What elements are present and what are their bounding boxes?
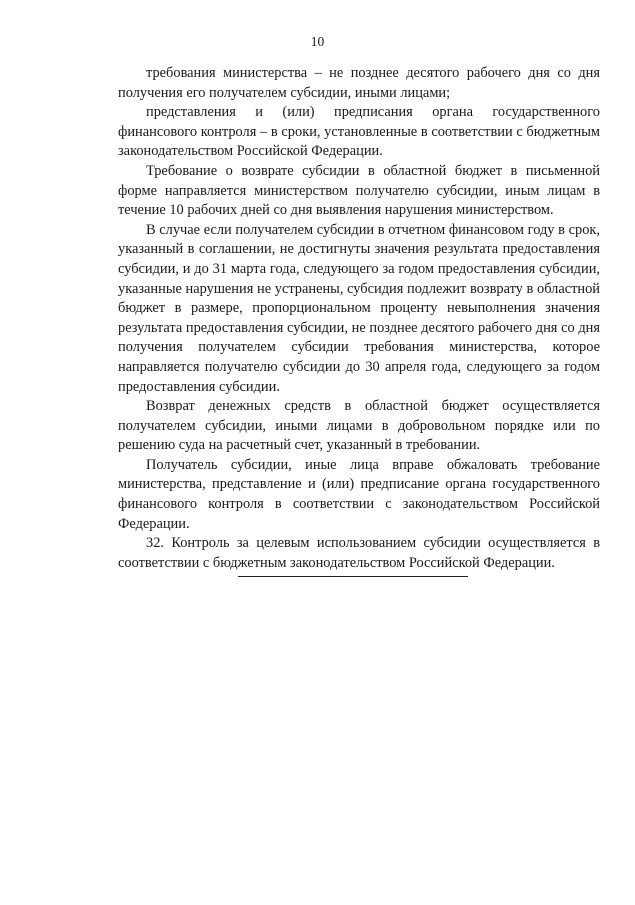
- page-number: 10: [310, 34, 325, 49]
- paragraph-result-shortfall: В случае если получателем субсидии в отчетном финансовом году в срок, указанный в соглашении, не достигнуты значения результата предоставления субсидии, и до 31 марта года, следующего за годом предоставления субсидии, указанные нарушения не устранены, субсидия подлежит возврату в областной бюджет в размере, пропорциональном проценту невыполнения значения результата предоставления субсидии, не позднее десятого рабочего дня со дня получения получателем субсидии требования министерства, которое направляется получателю субсидии до 30 апреля года, следующего за годом предоставления субсидии.: [118, 221, 600, 395]
- paragraph-refund-procedure: Возврат денежных средств в областной бюджет осуществляется получателем субсидии, иными лицами в добровольном порядке или по решению суда на расчетный счет, указанный в требовании.: [118, 398, 600, 454]
- document-body: [118, 64, 600, 573]
- paragraph-control-body-deadline: представления и (или) предписания органа государственного финансового контроля – в сроки, установленные в соответствии с бюджетным законодательством Российской Федерации.: [118, 104, 600, 160]
- closing-divider: [238, 576, 468, 577]
- paragraph-requirement-deadline: требования министерства – не позднее десятого рабочего дня со дня получения его получателем субсидии, иными лицами;: [118, 65, 600, 101]
- paragraph-appeal-right: Получатель субсидии, иные лица вправе обжаловать требование министерства, представление и (или) предписание органа государственного финансового контроля в соответствии с законодательством Российской Федерации.: [118, 456, 600, 532]
- paragraph-return-requirement: Требование о возврате субсидии в областной бюджет в письменной форме направляется министерством получателю субсидии, иным лицам в течение 10 рабочих дней со дня выявления нарушения министерством.: [118, 162, 600, 219]
- paragraph-clause-32: 32. Контроль за целевым использованием субсидии осуществляется в соответствии с бюджетным законодательством Российской Федерации.: [118, 535, 600, 571]
